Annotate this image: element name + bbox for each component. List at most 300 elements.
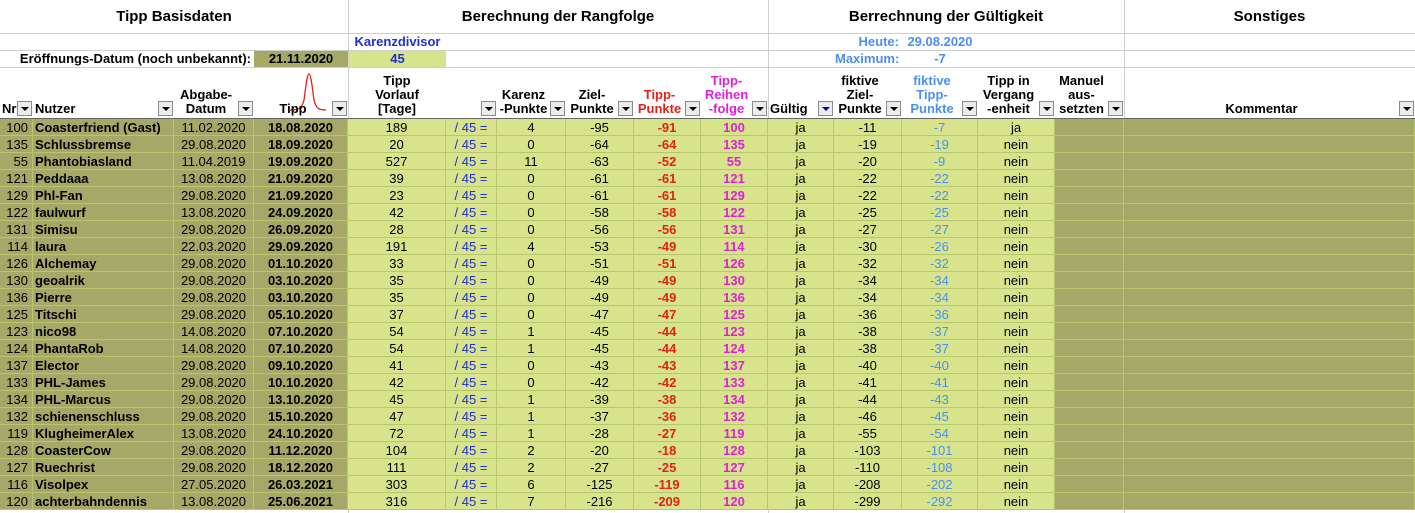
cell-tippp[interactable]: -119 — [634, 476, 701, 493]
cell-reihe[interactable]: 55 — [701, 153, 768, 170]
cell-ziel[interactable]: -45 — [566, 323, 634, 340]
cell-tipp[interactable]: 24.09.2020 — [254, 204, 348, 221]
cell-ftipp[interactable]: -32 — [902, 255, 978, 272]
cell-tipp[interactable]: 18.09.2020 — [254, 136, 348, 153]
cell-gueltig[interactable]: ja — [768, 170, 834, 187]
cell-verg[interactable]: nein — [978, 204, 1055, 221]
cell-ziel[interactable]: -56 — [566, 221, 634, 238]
cell-kommentar[interactable] — [1124, 476, 1415, 493]
filter-dropdown-icon[interactable] — [1399, 101, 1414, 116]
cell-vorlauf[interactable]: 33 — [348, 255, 446, 272]
table-row[interactable] — [0, 459, 1415, 476]
cell-vorlauf[interactable]: 37 — [348, 306, 446, 323]
cell-nutzer[interactable]: Pierre — [33, 289, 174, 306]
cell-nutzer[interactable]: Phantobiasland — [33, 153, 174, 170]
cell-tippp[interactable]: -44 — [634, 323, 701, 340]
cell-nutzer[interactable]: Peddaaa — [33, 170, 174, 187]
cell-ftipp[interactable]: -36 — [902, 306, 978, 323]
table-row[interactable] — [0, 255, 1415, 272]
cell-ziel[interactable]: -58 — [566, 204, 634, 221]
cell-nr[interactable]: 137 — [0, 357, 33, 374]
cell-reihe[interactable]: 116 — [701, 476, 768, 493]
cell-manuel[interactable] — [1055, 221, 1124, 238]
cell-karenz[interactable]: 1 — [497, 391, 566, 408]
cell-fziel[interactable]: -27 — [834, 221, 902, 238]
cell-kommentar[interactable] — [1124, 306, 1415, 323]
cell-kommentar[interactable] — [1124, 323, 1415, 340]
cell-verg[interactable]: nein — [978, 425, 1055, 442]
cell-karenz[interactable]: 0 — [497, 357, 566, 374]
cell-manuel[interactable] — [1055, 323, 1124, 340]
cell-div[interactable]: / 45 = — [446, 136, 497, 153]
cell-reihe[interactable]: 131 — [701, 221, 768, 238]
cell-nutzer[interactable]: schienenschluss — [33, 408, 174, 425]
cell-ftipp[interactable]: -37 — [902, 323, 978, 340]
cell-div[interactable]: / 45 = — [446, 204, 497, 221]
cell-nutzer[interactable]: Elector — [33, 357, 174, 374]
table-row[interactable] — [0, 221, 1415, 238]
cell-tipp[interactable]: 05.10.2020 — [254, 306, 348, 323]
filter-dropdown-icon[interactable] — [550, 101, 565, 116]
cell-tippp[interactable]: -25 — [634, 459, 701, 476]
cell-ziel[interactable]: -49 — [566, 289, 634, 306]
cell-reihe[interactable]: 133 — [701, 374, 768, 391]
cell-vorlauf[interactable]: 316 — [348, 493, 446, 510]
cell-tipp[interactable]: 29.09.2020 — [254, 238, 348, 255]
cell-karenz[interactable]: 2 — [497, 442, 566, 459]
cell-verg[interactable]: nein — [978, 493, 1055, 510]
filter-dropdown-icon[interactable] — [17, 101, 32, 116]
cell-div[interactable]: / 45 = — [446, 442, 497, 459]
cell-nutzer[interactable]: CoasterCow — [33, 442, 174, 459]
cell-nutzer[interactable]: nico98 — [33, 323, 174, 340]
cell-vorlauf[interactable]: 72 — [348, 425, 446, 442]
cell-nutzer[interactable]: PhantaRob — [33, 340, 174, 357]
cell-gueltig[interactable]: ja — [768, 408, 834, 425]
cell-fziel[interactable]: -22 — [834, 170, 902, 187]
cell-reihe[interactable]: 114 — [701, 238, 768, 255]
cell-ziel[interactable]: -61 — [566, 170, 634, 187]
cell-vorlauf[interactable]: 42 — [348, 204, 446, 221]
cell-tippp[interactable]: -27 — [634, 425, 701, 442]
cell-div[interactable]: / 45 = — [446, 170, 497, 187]
cell-reihe[interactable]: 122 — [701, 204, 768, 221]
cell-fziel[interactable]: -22 — [834, 187, 902, 204]
cell-manuel[interactable] — [1055, 289, 1124, 306]
cell-karenz[interactable]: 0 — [497, 255, 566, 272]
cell-verg[interactable]: nein — [978, 136, 1055, 153]
cell-gueltig[interactable]: ja — [768, 187, 834, 204]
cell-ftipp[interactable]: -34 — [902, 289, 978, 306]
table-row[interactable] — [0, 119, 1415, 136]
filter-dropdown-icon[interactable] — [238, 101, 253, 116]
cell-manuel[interactable] — [1055, 357, 1124, 374]
cell-ftipp[interactable]: -41 — [902, 374, 978, 391]
cell-abgabe[interactable]: 29.08.2020 — [174, 459, 254, 476]
cell-gueltig[interactable]: ja — [768, 459, 834, 476]
cell-div[interactable]: / 45 = — [446, 357, 497, 374]
cell-nutzer[interactable]: geoalrik — [33, 272, 174, 289]
cell-div[interactable]: / 45 = — [446, 238, 497, 255]
cell-nr[interactable]: 127 — [0, 459, 33, 476]
cell-ziel[interactable]: -53 — [566, 238, 634, 255]
table-row[interactable] — [0, 306, 1415, 323]
cell-tipp[interactable]: 25.06.2021 — [254, 493, 348, 510]
cell-fziel[interactable]: -40 — [834, 357, 902, 374]
cell-nr[interactable]: 122 — [0, 204, 33, 221]
cell-tipp[interactable]: 10.10.2020 — [254, 374, 348, 391]
filter-dropdown-icon[interactable] — [752, 101, 767, 116]
cell-vorlauf[interactable]: 47 — [348, 408, 446, 425]
cell-manuel[interactable] — [1055, 204, 1124, 221]
cell-vorlauf[interactable]: 527 — [348, 153, 446, 170]
cell-nutzer[interactable]: Titschi — [33, 306, 174, 323]
cell-ftipp[interactable]: -26 — [902, 238, 978, 255]
cell-manuel[interactable] — [1055, 459, 1124, 476]
cell-verg[interactable]: nein — [978, 459, 1055, 476]
cell-fziel[interactable]: -20 — [834, 153, 902, 170]
cell-div[interactable]: / 45 = — [446, 340, 497, 357]
cell-tipp[interactable]: 21.09.2020 — [254, 170, 348, 187]
cell-ziel[interactable]: -45 — [566, 340, 634, 357]
cell-tippp[interactable]: -42 — [634, 374, 701, 391]
cell-div[interactable]: / 45 = — [446, 391, 497, 408]
cell-vorlauf[interactable]: 28 — [348, 221, 446, 238]
cell-kommentar[interactable] — [1124, 272, 1415, 289]
cell-tippp[interactable]: -209 — [634, 493, 701, 510]
cell-reihe[interactable]: 123 — [701, 323, 768, 340]
cell-nr[interactable]: 130 — [0, 272, 33, 289]
table-row[interactable] — [0, 357, 1415, 374]
cell-nr[interactable]: 131 — [0, 221, 33, 238]
cell-karenz[interactable]: 4 — [497, 119, 566, 136]
cell-manuel[interactable] — [1055, 493, 1124, 510]
cell-gueltig[interactable]: ja — [768, 119, 834, 136]
cell-nr[interactable]: 128 — [0, 442, 33, 459]
cell-gueltig[interactable]: ja — [768, 442, 834, 459]
cell-gueltig[interactable]: ja — [768, 340, 834, 357]
cell-ziel[interactable]: -49 — [566, 272, 634, 289]
cell-kommentar[interactable] — [1124, 204, 1415, 221]
table-row[interactable] — [0, 374, 1415, 391]
cell-ftipp[interactable]: -22 — [902, 170, 978, 187]
cell-div[interactable]: / 45 = — [446, 221, 497, 238]
cell-verg[interactable]: nein — [978, 170, 1055, 187]
cell-ftipp[interactable]: -37 — [902, 340, 978, 357]
cell-div[interactable]: / 45 = — [446, 306, 497, 323]
cell-kommentar[interactable] — [1124, 442, 1415, 459]
cell-fziel[interactable]: -30 — [834, 238, 902, 255]
cell-abgabe[interactable]: 11.04.2019 — [174, 153, 254, 170]
cell-tippp[interactable]: -52 — [634, 153, 701, 170]
cell-tippp[interactable]: -49 — [634, 238, 701, 255]
cell-vorlauf[interactable]: 35 — [348, 289, 446, 306]
cell-tipp[interactable]: 19.09.2020 — [254, 153, 348, 170]
cell-tipp[interactable]: 18.12.2020 — [254, 459, 348, 476]
table-row[interactable] — [0, 238, 1415, 255]
cell-abgabe[interactable]: 13.08.2020 — [174, 204, 254, 221]
cell-ftipp[interactable]: -9 — [902, 153, 978, 170]
cell-verg[interactable]: nein — [978, 476, 1055, 493]
cell-ftipp[interactable]: -27 — [902, 221, 978, 238]
cell-ziel[interactable]: -27 — [566, 459, 634, 476]
cell-fziel[interactable]: -32 — [834, 255, 902, 272]
cell-ftipp[interactable]: -101 — [902, 442, 978, 459]
cell-vorlauf[interactable]: 42 — [348, 374, 446, 391]
cell-karenz[interactable]: 0 — [497, 187, 566, 204]
cell-ftipp[interactable]: -40 — [902, 357, 978, 374]
cell-fziel[interactable]: -38 — [834, 323, 902, 340]
table-row[interactable] — [0, 425, 1415, 442]
cell-tipp[interactable]: 07.10.2020 — [254, 323, 348, 340]
cell-ziel[interactable]: -43 — [566, 357, 634, 374]
cell-tipp[interactable]: 13.10.2020 — [254, 391, 348, 408]
cell-nr[interactable]: 126 — [0, 255, 33, 272]
cell-karenz[interactable]: 0 — [497, 374, 566, 391]
cell-vorlauf[interactable]: 35 — [348, 272, 446, 289]
cell-ziel[interactable]: -42 — [566, 374, 634, 391]
cell-nutzer[interactable]: PHL-James — [33, 374, 174, 391]
cell-reihe[interactable]: 137 — [701, 357, 768, 374]
cell-ftipp[interactable]: -43 — [902, 391, 978, 408]
cell-div[interactable]: / 45 = — [446, 408, 497, 425]
cell-vorlauf[interactable]: 104 — [348, 442, 446, 459]
cell-karenz[interactable]: 2 — [497, 459, 566, 476]
eroeffnung-date[interactable]: 21.11.2020 — [254, 51, 348, 67]
cell-gueltig[interactable]: ja — [768, 391, 834, 408]
cell-karenz[interactable]: 1 — [497, 425, 566, 442]
cell-vorlauf[interactable]: 23 — [348, 187, 446, 204]
cell-tippp[interactable]: -56 — [634, 221, 701, 238]
cell-nr[interactable]: 136 — [0, 289, 33, 306]
cell-fziel[interactable]: -36 — [834, 306, 902, 323]
cell-nr[interactable]: 114 — [0, 238, 33, 255]
cell-reihe[interactable]: 126 — [701, 255, 768, 272]
cell-verg[interactable]: nein — [978, 289, 1055, 306]
cell-tippp[interactable]: -49 — [634, 289, 701, 306]
cell-fziel[interactable]: -34 — [834, 272, 902, 289]
cell-gueltig[interactable]: ja — [768, 221, 834, 238]
cell-gueltig[interactable]: ja — [768, 306, 834, 323]
table-row[interactable] — [0, 204, 1415, 221]
cell-gueltig[interactable]: ja — [768, 272, 834, 289]
cell-nutzer[interactable]: KlugheimerAlex — [33, 425, 174, 442]
cell-nutzer[interactable]: Coasterfriend (Gast) — [33, 119, 174, 136]
cell-vorlauf[interactable]: 39 — [348, 170, 446, 187]
cell-abgabe[interactable]: 29.08.2020 — [174, 136, 254, 153]
cell-nutzer[interactable]: Phl-Fan — [33, 187, 174, 204]
cell-kommentar[interactable] — [1124, 357, 1415, 374]
cell-div[interactable]: / 45 = — [446, 153, 497, 170]
cell-ziel[interactable]: -37 — [566, 408, 634, 425]
cell-reihe[interactable]: 125 — [701, 306, 768, 323]
cell-nutzer[interactable]: Schlussbremse — [33, 136, 174, 153]
cell-verg[interactable]: nein — [978, 238, 1055, 255]
table-row[interactable] — [0, 170, 1415, 187]
cell-fziel[interactable]: -299 — [834, 493, 902, 510]
cell-manuel[interactable] — [1055, 136, 1124, 153]
cell-karenz[interactable]: 0 — [497, 289, 566, 306]
cell-tippp[interactable]: -61 — [634, 187, 701, 204]
cell-ftipp[interactable]: -108 — [902, 459, 978, 476]
table-row[interactable] — [0, 187, 1415, 204]
cell-vorlauf[interactable]: 189 — [348, 119, 446, 136]
cell-verg[interactable]: ja — [978, 119, 1055, 136]
cell-nr[interactable]: 121 — [0, 170, 33, 187]
cell-kommentar[interactable] — [1124, 340, 1415, 357]
cell-fziel[interactable]: -208 — [834, 476, 902, 493]
cell-div[interactable]: / 45 = — [446, 187, 497, 204]
cell-abgabe[interactable]: 29.08.2020 — [174, 306, 254, 323]
cell-manuel[interactable] — [1055, 408, 1124, 425]
cell-ziel[interactable]: -28 — [566, 425, 634, 442]
cell-tipp[interactable]: 03.10.2020 — [254, 272, 348, 289]
cell-ziel[interactable]: -39 — [566, 391, 634, 408]
cell-tippp[interactable]: -61 — [634, 170, 701, 187]
cell-manuel[interactable] — [1055, 170, 1124, 187]
table-row[interactable] — [0, 442, 1415, 459]
cell-reihe[interactable]: 134 — [701, 391, 768, 408]
cell-manuel[interactable] — [1055, 255, 1124, 272]
cell-fziel[interactable]: -38 — [834, 340, 902, 357]
cell-reihe[interactable]: 127 — [701, 459, 768, 476]
cell-karenz[interactable]: 0 — [497, 221, 566, 238]
cell-vorlauf[interactable]: 45 — [348, 391, 446, 408]
cell-reihe[interactable]: 130 — [701, 272, 768, 289]
cell-div[interactable]: / 45 = — [446, 476, 497, 493]
cell-tippp[interactable]: -38 — [634, 391, 701, 408]
cell-reihe[interactable]: 129 — [701, 187, 768, 204]
cell-nr[interactable]: 120 — [0, 493, 33, 510]
cell-reihe[interactable]: 100 — [701, 119, 768, 136]
cell-vorlauf[interactable]: 303 — [348, 476, 446, 493]
cell-ziel[interactable]: -47 — [566, 306, 634, 323]
cell-nutzer[interactable]: laura — [33, 238, 174, 255]
cell-fziel[interactable]: -44 — [834, 391, 902, 408]
cell-kommentar[interactable] — [1124, 221, 1415, 238]
filter-dropdown-icon[interactable] — [158, 101, 173, 116]
cell-karenz[interactable]: 1 — [497, 340, 566, 357]
cell-fziel[interactable]: -46 — [834, 408, 902, 425]
cell-ftipp[interactable]: -7 — [902, 119, 978, 136]
cell-manuel[interactable] — [1055, 391, 1124, 408]
cell-ftipp[interactable]: -34 — [902, 272, 978, 289]
cell-nr[interactable]: 129 — [0, 187, 33, 204]
cell-vorlauf[interactable]: 20 — [348, 136, 446, 153]
cell-verg[interactable]: nein — [978, 221, 1055, 238]
cell-fziel[interactable]: -11 — [834, 119, 902, 136]
cell-ziel[interactable]: -64 — [566, 136, 634, 153]
cell-vorlauf[interactable]: 54 — [348, 323, 446, 340]
cell-manuel[interactable] — [1055, 187, 1124, 204]
cell-gueltig[interactable]: ja — [768, 357, 834, 374]
cell-tippp[interactable]: -91 — [634, 119, 701, 136]
filter-dropdown-icon[interactable] — [886, 101, 901, 116]
filter-dropdown-icon[interactable] — [1039, 101, 1054, 116]
cell-tipp[interactable]: 01.10.2020 — [254, 255, 348, 272]
cell-karenz[interactable]: 4 — [497, 238, 566, 255]
cell-karenz[interactable]: 0 — [497, 170, 566, 187]
filter-dropdown-icon[interactable] — [685, 101, 700, 116]
cell-abgabe[interactable]: 29.08.2020 — [174, 442, 254, 459]
cell-verg[interactable]: nein — [978, 340, 1055, 357]
cell-fziel[interactable]: -110 — [834, 459, 902, 476]
cell-verg[interactable]: nein — [978, 187, 1055, 204]
cell-kommentar[interactable] — [1124, 289, 1415, 306]
cell-nutzer[interactable]: Alchemay — [33, 255, 174, 272]
filter-dropdown-icon[interactable] — [818, 101, 833, 116]
table-row[interactable] — [0, 136, 1415, 153]
table-row[interactable] — [0, 493, 1415, 510]
cell-tippp[interactable]: -64 — [634, 136, 701, 153]
cell-reihe[interactable]: 120 — [701, 493, 768, 510]
karenzdivisor-value[interactable]: 45 — [349, 51, 446, 67]
cell-fziel[interactable]: -103 — [834, 442, 902, 459]
cell-tippp[interactable]: -47 — [634, 306, 701, 323]
cell-div[interactable]: / 45 = — [446, 493, 497, 510]
cell-gueltig[interactable]: ja — [768, 493, 834, 510]
cell-karenz[interactable]: 0 — [497, 136, 566, 153]
cell-fziel[interactable]: -41 — [834, 374, 902, 391]
cell-nutzer[interactable]: PHL-Marcus — [33, 391, 174, 408]
cell-kommentar[interactable] — [1124, 153, 1415, 170]
cell-tippp[interactable]: -43 — [634, 357, 701, 374]
cell-div[interactable]: / 45 = — [446, 374, 497, 391]
cell-abgabe[interactable]: 29.08.2020 — [174, 255, 254, 272]
cell-kommentar[interactable] — [1124, 459, 1415, 476]
cell-abgabe[interactable]: 11.02.2020 — [174, 119, 254, 136]
cell-ftipp[interactable]: -292 — [902, 493, 978, 510]
cell-fziel[interactable]: -55 — [834, 425, 902, 442]
cell-manuel[interactable] — [1055, 306, 1124, 323]
cell-ftipp[interactable]: -22 — [902, 187, 978, 204]
cell-kommentar[interactable] — [1124, 408, 1415, 425]
cell-manuel[interactable] — [1055, 425, 1124, 442]
cell-ziel[interactable]: -61 — [566, 187, 634, 204]
table-row[interactable] — [0, 391, 1415, 408]
cell-kommentar[interactable] — [1124, 187, 1415, 204]
cell-gueltig[interactable]: ja — [768, 204, 834, 221]
cell-karenz[interactable]: 6 — [497, 476, 566, 493]
cell-gueltig[interactable]: ja — [768, 374, 834, 391]
cell-tippp[interactable]: -18 — [634, 442, 701, 459]
cell-verg[interactable]: nein — [978, 357, 1055, 374]
table-row[interactable] — [0, 476, 1415, 493]
cell-abgabe[interactable]: 13.08.2020 — [174, 493, 254, 510]
cell-karenz[interactable]: 0 — [497, 204, 566, 221]
cell-verg[interactable]: nein — [978, 306, 1055, 323]
cell-tipp[interactable]: 11.12.2020 — [254, 442, 348, 459]
cell-karenz[interactable]: 7 — [497, 493, 566, 510]
cell-div[interactable]: / 45 = — [446, 459, 497, 476]
cell-gueltig[interactable]: ja — [768, 238, 834, 255]
cell-fziel[interactable]: -34 — [834, 289, 902, 306]
cell-gueltig[interactable]: ja — [768, 153, 834, 170]
table-row[interactable] — [0, 289, 1415, 306]
cell-kommentar[interactable] — [1124, 136, 1415, 153]
cell-fziel[interactable]: -25 — [834, 204, 902, 221]
cell-gueltig[interactable]: ja — [768, 476, 834, 493]
cell-div[interactable]: / 45 = — [446, 119, 497, 136]
cell-reihe[interactable]: 124 — [701, 340, 768, 357]
cell-div[interactable]: / 45 = — [446, 289, 497, 306]
cell-karenz[interactable]: 1 — [497, 408, 566, 425]
cell-reihe[interactable]: 136 — [701, 289, 768, 306]
cell-gueltig[interactable]: ja — [768, 289, 834, 306]
cell-tipp[interactable]: 18.08.2020 — [254, 119, 348, 136]
cell-nr[interactable]: 55 — [0, 153, 33, 170]
cell-nutzer[interactable]: faulwurf — [33, 204, 174, 221]
